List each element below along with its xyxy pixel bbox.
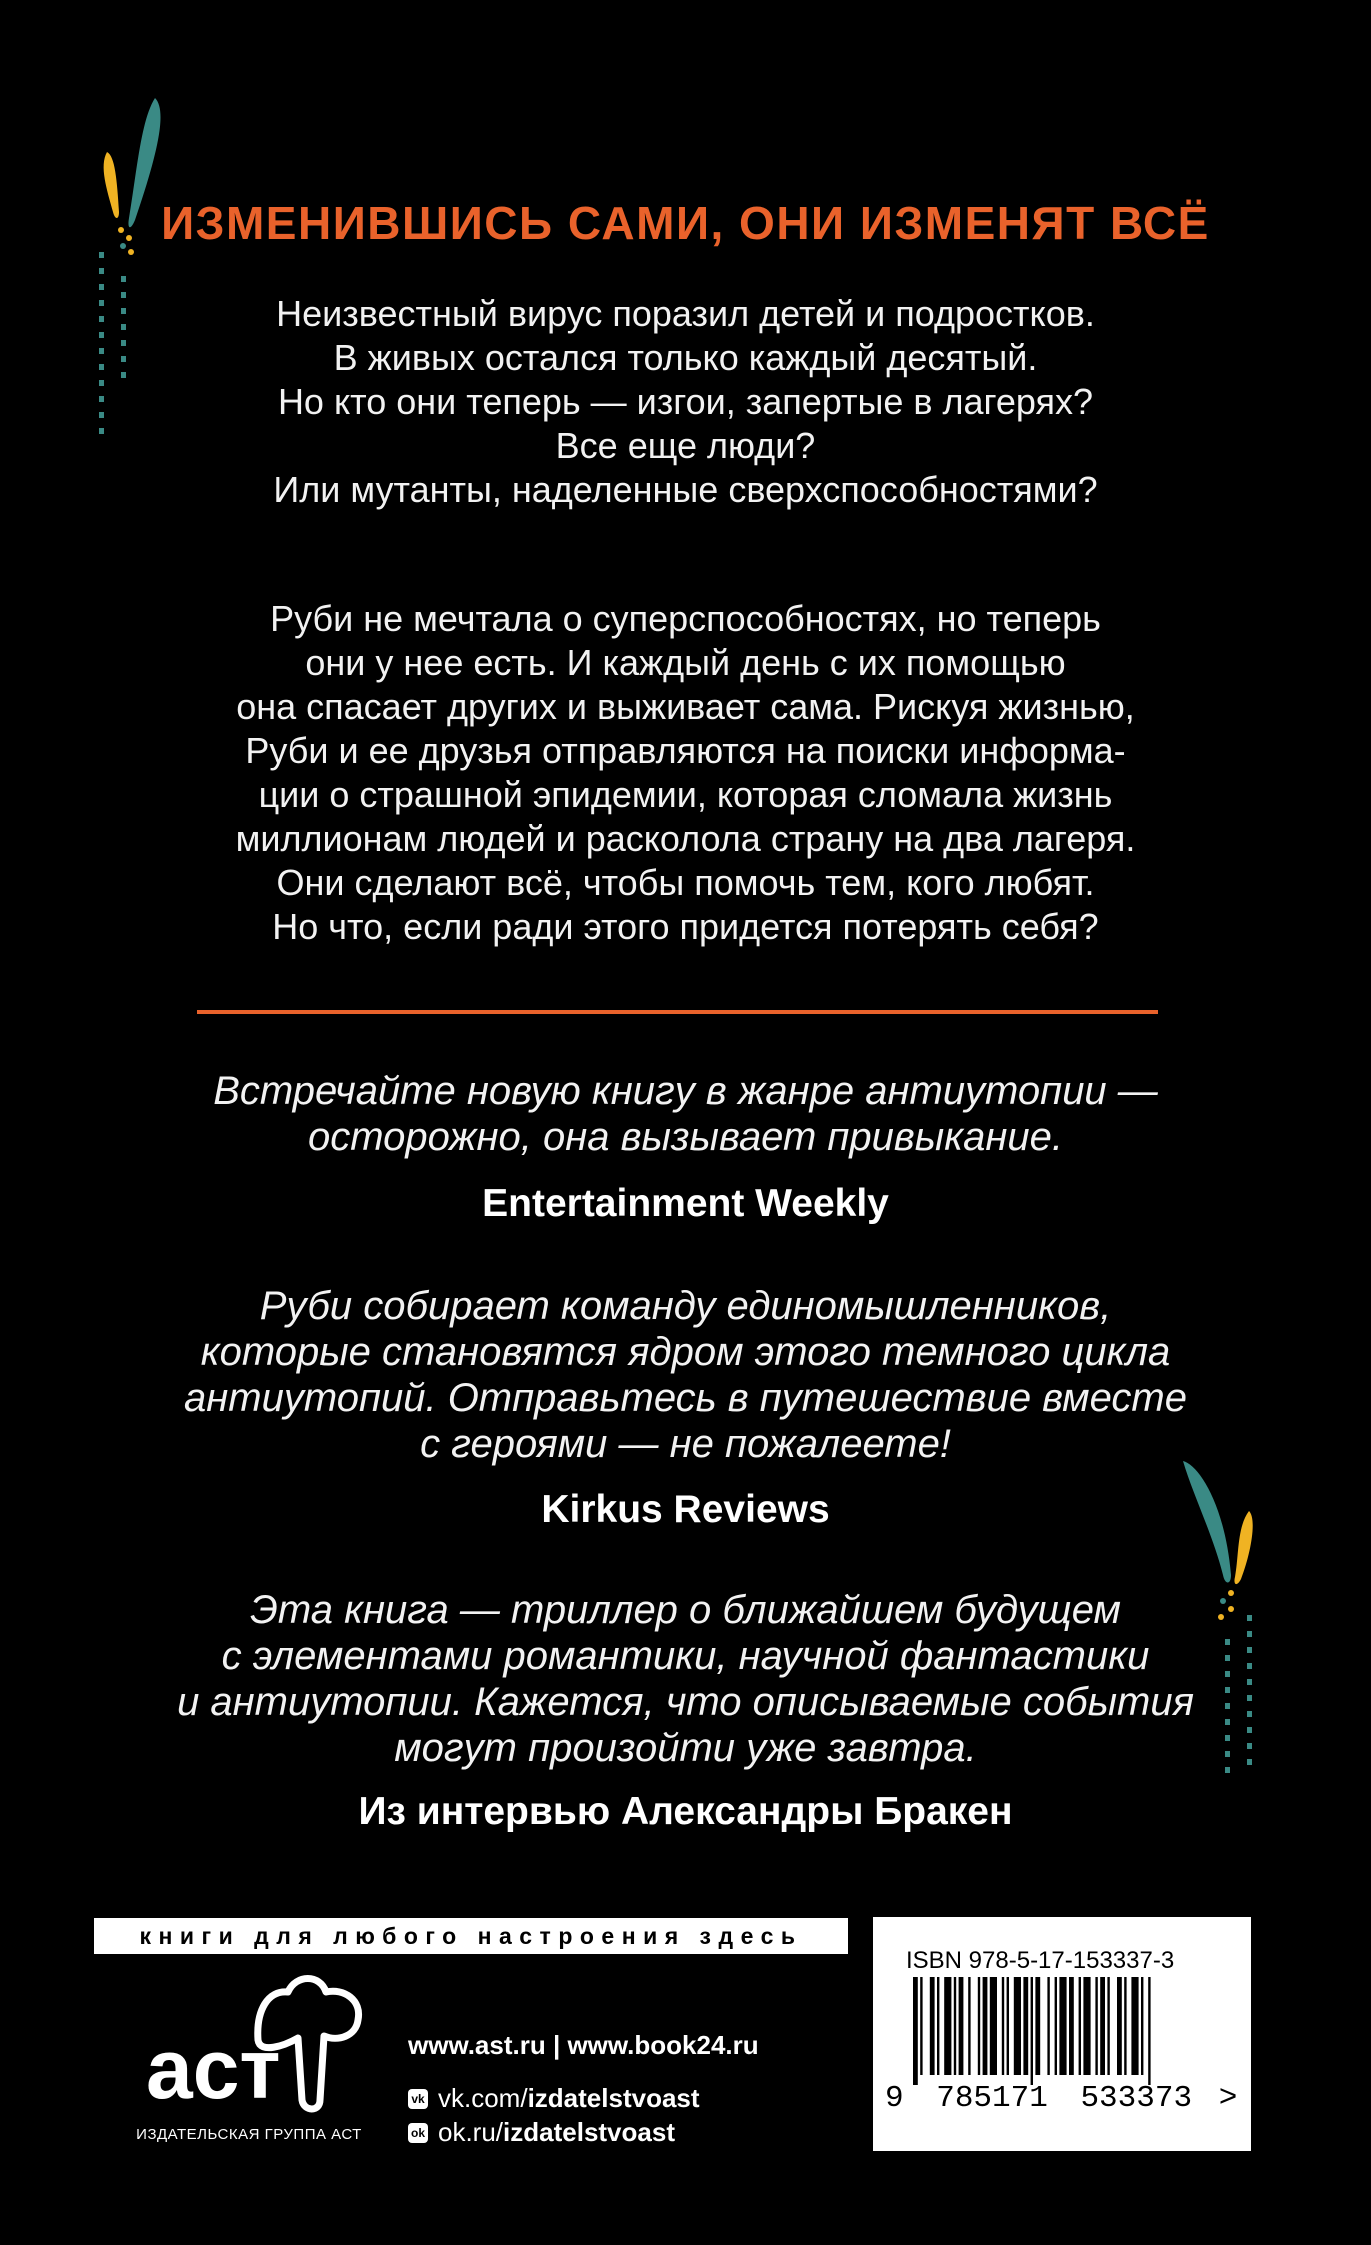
vk-icon: vk [408,2089,428,2109]
ok-link[interactable] [408,2117,675,2148]
barcode-bar [1131,1977,1138,2075]
paragraph-line: Все еще люди? [555,425,816,466]
review-quote-1 [0,1068,1371,1160]
barcode-bar [920,1977,922,2075]
ok-handle: izdatelstvoast [503,2117,675,2147]
barcode-bar [1031,1977,1033,2085]
barcode-bar [1047,1977,1049,2075]
barcode-bar [1055,1977,1057,2075]
paragraph-line: они у нее есть. И каждый день с их помощью [305,642,1066,683]
description-paragraph-1 [0,292,1371,512]
quote-line: осторожно, она вызывает привыкание. [308,1115,1063,1159]
isbn-number: ISBN 978-5-17-153337-3 [906,1947,1175,1974]
barcode-bar [1014,1977,1021,2075]
paragraph-line: Но что, если ради этого придется потерять себя? [272,906,1099,947]
quote-line: которые становятся ядром этого темного цикла [200,1330,1171,1374]
paragraph-line: ции о страшной эпидемии, которая сломала жизнь [258,774,1113,815]
barcode-bar [1059,1977,1066,2075]
barcode-icon [891,1977,1233,2085]
barcode-bar [1002,1977,1004,2075]
barcode-bar [1107,1977,1109,2075]
paragraph-line: Неизвестный вирус поразил детей и подростков. [276,293,1095,334]
barcode-bar [983,1977,988,2075]
barcode-bar [930,1977,935,2075]
barcode-bar [1100,1977,1105,2075]
barcode-bar [944,1977,951,2075]
publisher-name: ИЗДАТЕЛЬСКАЯ ГРУППА АСТ [136,2126,362,2143]
barcode-bar [1069,1977,1074,2075]
barcode-bar [1148,1977,1150,2085]
barcode-bar [1124,1977,1126,2075]
quote-line: антиутопий. Отправьтесь в путешествие вместе [184,1376,1187,1420]
website-links[interactable]: www.ast.ru | www.book24.ru [408,2030,759,2060]
quote-line: Встречайте новую книгу в жанре антиутопии — [213,1069,1158,1113]
barcode-bar [1083,1977,1090,2075]
vk-prefix: vk.com/ [438,2083,528,2113]
quote-line: с элементами романтики, научной фантастики [221,1634,1150,1678]
barcode-bar [968,1977,970,2075]
review-source-1: Entertainment Weekly [482,1182,889,1225]
barcode-box [873,1917,1251,2151]
ok-icon: ok [408,2123,428,2143]
logo-text: аст [146,2022,281,2116]
barcode-digits-group-2: 533373 [1080,2081,1193,2116]
barcode-bar [1079,1977,1081,2075]
barcode-bar [959,1977,964,2075]
quote-line: Эта книга — триллер о ближайшем будущем [250,1588,1121,1632]
description-paragraph-2 [0,597,1371,949]
paragraph-line: Руби не мечтала о суперспособностях, но теперь [270,598,1101,639]
barcode-digits-group-1: 785171 [936,2081,1048,2116]
barcode-bar [1035,1977,1040,2075]
barcode-bar [1095,1977,1097,2075]
barcode-bar [978,1977,980,2075]
headline: ИЗМЕНИВШИСЬ САМИ, ОНИ ИЗМЕНЯТ ВСЁ [161,197,1210,249]
review-source-3: Из интервью Александры Бракен [358,1790,1013,1833]
review-quote-2 [0,1283,1371,1467]
paragraph-line: В живых остался только каждый десятый. [333,337,1038,378]
review-source-2: Kirkus Reviews [541,1488,830,1531]
barcode-bar [954,1977,956,2075]
paragraph-line: Они сделают всё, чтобы помочь тем, кого любят. [276,862,1095,903]
paragraph-line: Руби и ее друзья отправляются на поиски информа- [245,730,1126,771]
vk-link[interactable] [408,2083,700,2114]
section-divider [197,1010,1158,1014]
barcode-bar [1007,1977,1009,2075]
paragraph-line: Или мутанты, наделенные сверхспособностями? [273,469,1098,510]
barcode-bar [913,1977,918,2085]
quote-line: могут произойти уже завтра. [394,1726,977,1770]
paragraph-line: миллионам людей и расколола страну на два лагеря. [235,818,1136,859]
barcode-digit-first: 9 [885,2081,904,2116]
vk-handle: izdatelstvoast [527,2083,700,2113]
tagline-bar: книги для любого настроения здесь [94,1918,848,1954]
barcode-digits [885,2081,1245,2116]
quote-line: и антиутопии. Кажется, что описываемые события [177,1680,1194,1724]
review-quote-3 [0,1587,1371,1771]
barcode-bar [990,1977,997,2075]
barcode-bar [1141,1977,1143,2075]
barcode-bar [1117,1977,1122,2075]
quote-line: Руби собирает команду единомышленников, [259,1284,1112,1328]
barcode-digit-end: > [1218,2081,1238,2116]
quote-line: с героями — не пожалеете! [420,1422,951,1466]
barcode-bar [1023,1977,1028,2075]
paragraph-line: она спасает других и выживает сама. Рискуя жизнью, [236,686,1135,727]
ok-prefix: ok.ru/ [438,2117,504,2147]
barcode-bar [937,1977,939,2075]
paragraph-line: Но кто они теперь — изгои, запертые в лагерях? [277,381,1094,422]
ast-logo-icon [138,1970,368,2120]
